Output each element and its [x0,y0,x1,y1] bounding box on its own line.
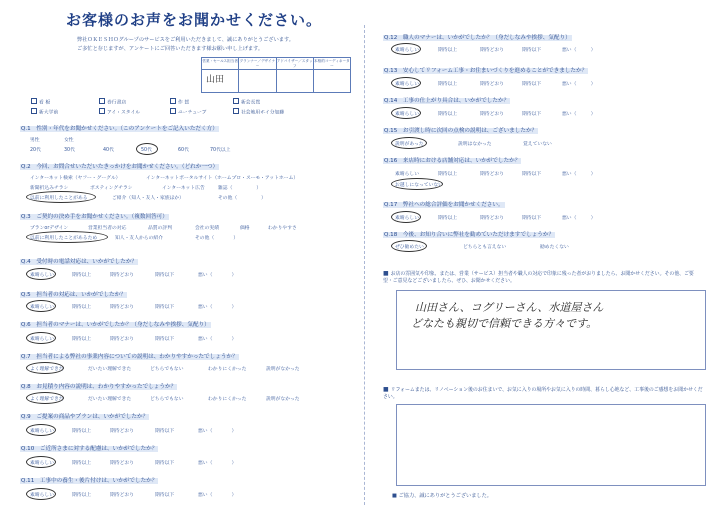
option[interactable]: 勧めたくない [540,245,569,250]
option[interactable]: 期待どおり [480,112,504,117]
question-15: Q.15 お引渡し時に次回の点検の説明は、ございましたか？ [384,128,538,134]
option[interactable]: 素晴らしい [30,273,54,278]
question-11: Q.11 工事中の養生・後片付けは、いかがでしたか？ [21,478,158,484]
answer-circle [391,107,421,119]
checkbox-icon [170,108,176,114]
answer-circle [391,240,427,252]
option[interactable]: プランorデザイン [30,226,69,231]
option[interactable]: 60代 [178,148,189,153]
option[interactable]: どちらでもない [150,397,184,402]
option[interactable]: 悪い（ ） [198,273,237,278]
option[interactable]: 期待どおり [480,48,504,53]
option[interactable]: ご紹介（知人・友人・家族ほか） [112,196,184,201]
option[interactable]: 素晴らしい [30,493,54,498]
answer-circle [26,191,96,203]
option[interactable]: 品質の評判 [148,226,172,231]
option[interactable]: 説明がなかった [266,397,300,402]
option[interactable]: 50代 [141,148,152,153]
column-divider [364,25,366,505]
option[interactable]: 期待以下 [155,337,175,342]
intro-line-2: ご多忙と存じますが、アンケートにご回答いただきます様お願い申し上げます。 [77,46,264,52]
option[interactable]: 男性 [30,138,40,143]
option[interactable]: だいたい理解できた [88,367,132,372]
option[interactable]: 素晴らしい [395,216,419,221]
option[interactable]: 素晴らしい [395,112,419,117]
option[interactable]: だいたい理解できた [88,397,132,402]
option[interactable]: 女性 [64,138,74,143]
option[interactable]: 期待どおり [110,461,134,466]
option[interactable]: その他（ ） [195,236,239,241]
option[interactable]: 期待以上 [438,172,458,177]
option[interactable]: 期待以上 [438,82,458,87]
option[interactable]: 以前に利用したことがある [30,196,88,201]
source-option[interactable]: 作 賀 [170,98,189,106]
option[interactable]: 期待どおり [110,337,134,342]
option[interactable]: 悪い（ ） [562,112,596,117]
answer-circle [26,332,56,344]
option[interactable]: 期待どおり [480,172,504,177]
option[interactable]: 悪い（ ） [198,461,237,466]
source-option[interactable]: ユーチューブ [170,108,206,116]
option[interactable]: わかりやすさ [268,226,297,231]
option[interactable]: 悪い（ ） [198,493,237,498]
answer-circle [136,143,158,155]
option[interactable]: 30代 [64,148,75,153]
answer-circle [26,488,56,500]
option[interactable]: 素晴らしい [30,461,54,466]
option[interactable]: 期待以上 [72,493,92,498]
option[interactable]: 期待以上 [438,48,458,53]
source-option[interactable]: 看 板 [31,98,50,106]
option[interactable]: 期待以上 [72,273,92,278]
option[interactable]: 素晴らしい [30,305,54,310]
question-13: Q.13 安心してリフォーム工事・お住まいづくりを進めることができましたか？ [384,68,588,74]
page-title: お客様のお声をお聞かせください。 [66,11,323,29]
option[interactable]: その他（ ） [218,196,266,201]
option[interactable]: 期待以上 [72,337,92,342]
comment-1-box[interactable] [396,290,706,370]
option[interactable]: 悪い（ ） [198,337,237,342]
option[interactable]: 期待どおり [110,429,134,434]
option[interactable]: 価格 [240,226,250,231]
option[interactable]: 悪い（ ） [198,305,237,310]
option[interactable]: わかりにくかった [208,367,247,372]
checkbox-icon [31,108,37,114]
question-4: Q.4 受付時の電話対応は、いかがでしたか？ [21,259,138,265]
option[interactable]: 期待以下 [155,461,175,466]
option[interactable]: 素晴らしい [395,172,419,177]
question-2: Q.2 今回、お問合せいただいたきっかけをお聞かせください。（どれか一つ） [21,164,219,170]
comment-1-label: ■ お店の雰囲気や印象、または、営業（サービス）担当者や職人の対応で印象に残った者がおりましたら、お聞かせください。その他、ご要望・ご意見などございましたら、ぜひ、お聞かせください。 [383,270,694,284]
option[interactable]: 知人・友人からの紹介 [115,236,163,241]
option[interactable]: 期待どおり [110,273,134,278]
answer-circle [391,77,421,89]
option[interactable]: 期待以上 [72,429,92,434]
staff-table [201,57,351,93]
source-option[interactable]: 新大学前 [31,108,58,116]
option[interactable]: 悪い（ ） [562,82,596,87]
option[interactable]: 期待どおり [480,216,504,221]
handwritten-line-2: どなたも親切で信頼できる方々です。 [411,317,598,330]
option[interactable]: 70代以上 [210,148,231,153]
staff-header-planner: プランナー／デザイナー [239,58,275,70]
question-1: Q.1 性別・年代をお聞かせください。（このアンケートをご記入いただく方） [21,126,218,132]
question-14: Q.14 工事の仕上がり具合は、いかがでしたか？ [384,98,510,104]
intro-line-1: 弊社ＯＫＥＳＨＯグループのサービスをご利用いただきまして、誠にありがとうございます。 [77,37,294,43]
option[interactable]: よく理解できた [30,397,64,402]
option[interactable]: 期待以下 [522,48,542,53]
answer-circle [26,268,56,280]
answer-circle [26,424,56,436]
answer-circle [391,43,421,55]
option[interactable]: 営業担当者の対応 [88,226,127,231]
handwritten-line-1: 山田さん、コグリーさん、水道屋さん [415,301,604,314]
staff-header-sales: 営業・セールス担当者 [202,58,238,70]
checkbox-icon [99,98,105,104]
option[interactable]: 期待以下 [522,172,542,177]
question-7: Q.7 担当者による弊社の事業内容についての説明は、わかりやすかったでしょうか？ [21,354,238,360]
staff-name: 山田 [206,75,225,85]
source-option[interactable]: 新会長貫 [233,98,260,106]
option[interactable]: 悪い（ ） [562,216,596,221]
option[interactable]: 期待以下 [155,429,175,434]
option[interactable]: 期待以上 [72,305,92,310]
answer-circle [391,137,427,149]
option[interactable]: 期待以下 [522,216,542,221]
option[interactable]: 悪い（ ） [562,172,596,177]
comment-2-label: ■ リフォームまたは、リノベーション後のお住まいで、お気に入りの場所やお気に入りの時間、暮らし心地など、工事後のご感想をお聞かせください。 [383,386,703,400]
source-option[interactable]: アイ・スタイル [99,108,140,116]
option[interactable]: 期待以下 [522,112,542,117]
answer-circle [26,231,108,243]
checkbox-icon [233,98,239,104]
option[interactable]: 悪い（ ） [562,48,596,53]
question-17: Q.17 弊社への総合評価をお聞かせください。 [384,202,504,208]
staff-header-coordinator: 本格的コーディネーター [314,58,350,70]
option[interactable]: 素晴らしい [395,82,419,87]
option[interactable]: 会社の実績 [195,226,219,231]
checkbox-icon [233,108,239,114]
option[interactable]: インターネットポータルサイト（ホームプロ・スーモ・アットホーム） [146,176,299,181]
answer-circle [391,178,443,190]
option[interactable]: 素晴らしい [395,48,419,53]
option[interactable]: お越しになっていない [395,183,443,188]
comment-2-box[interactable] [396,404,706,486]
question-5: Q.5 担当者の対応は、いかがでしたか？ [21,292,126,298]
answer-circle [26,456,56,468]
option[interactable]: 期待以下 [155,493,175,498]
option[interactable]: 期待以下 [522,82,542,87]
answer-circle [26,392,64,404]
question-3: Q.3 ご契約の決め手をお聞かせください。（複数回答可） [21,214,168,220]
question-18: Q.18 今後、お知り合いに弊社を勧めていただけますでしょうか？ [384,232,555,238]
option[interactable]: ぜひ勧めたい [395,245,424,250]
footer: ■ ご協力、誠にありがとうございました。 [392,493,492,499]
answer-circle [391,211,421,223]
answer-circle [26,300,56,312]
option[interactable]: 20代 [30,148,41,153]
source-checklist [25,96,355,118]
option[interactable]: インターネット検索（ヤフー・グーグル） [30,176,121,181]
option[interactable]: どちらでもない [150,367,184,372]
option[interactable]: ポスティングチラシ [90,186,133,191]
option[interactable]: 覚えていない [523,142,552,147]
option[interactable]: 期待以下 [155,273,175,278]
checkbox-icon [99,108,105,114]
option[interactable]: 期待以上 [438,112,458,117]
bullet-icon: ■ [383,270,391,277]
question-6: Q.6 担当者のマナーは、いかがでしたか？（身だしなみや挨拶、気配り） [21,322,210,328]
option[interactable]: 説明があった [395,142,424,147]
option[interactable]: 40代 [103,148,114,153]
source-option[interactable]: 社会地用ホイ分加藤 [233,108,284,116]
option[interactable]: どちらとも言えない [463,245,507,250]
question-8: Q.8 お見積り内容の説明は、わかりやすかったでしょうか？ [21,384,177,390]
option[interactable]: 期待以上 [438,216,458,221]
bullet-icon: ■ [392,493,399,499]
question-10: Q.10 ご近所さまに対する配慮は、いかがでしたか？ [21,446,158,452]
option[interactable]: 素晴らしい [30,337,54,342]
option[interactable]: わかりにくかった [208,397,247,402]
answer-circle [26,362,64,374]
option[interactable]: 説明はなかった [458,142,492,147]
checkbox-icon [31,98,37,104]
option[interactable]: 新聞折込みチラシ [30,186,69,191]
option[interactable]: 期待以下 [155,305,175,310]
option[interactable]: 雑誌（ ） [218,186,262,191]
staff-header-advisor: アドバイザー／スタッフ [277,58,313,70]
option[interactable]: 期待どおり [110,305,134,310]
source-option[interactable]: 巻行書店 [99,98,126,106]
option[interactable]: よく理解できた [30,367,64,372]
option[interactable]: 期待どおり [480,82,504,87]
option[interactable]: 説明がなかった [266,367,300,372]
question-9: Q.9 ご提案の商品やプランは、いかがでしたか？ [21,414,149,420]
question-12: Q.12 職人のマナーは、いかがでしたか？（身だしなみや挨拶、気配り） [384,35,571,41]
bullet-icon: ■ [383,386,391,393]
option[interactable]: インターネット広告 [162,186,205,191]
option[interactable]: 悪い（ ） [198,429,237,434]
option[interactable]: 期待以上 [72,461,92,466]
checkbox-icon [170,98,176,104]
option[interactable]: 以前に利用したことがあるため [30,236,98,241]
question-16: Q.16 来店時における店舗対応は、いかがでしたか？ [384,158,521,164]
option[interactable]: 素晴らしい [30,429,54,434]
option[interactable]: 期待どおり [110,493,134,498]
